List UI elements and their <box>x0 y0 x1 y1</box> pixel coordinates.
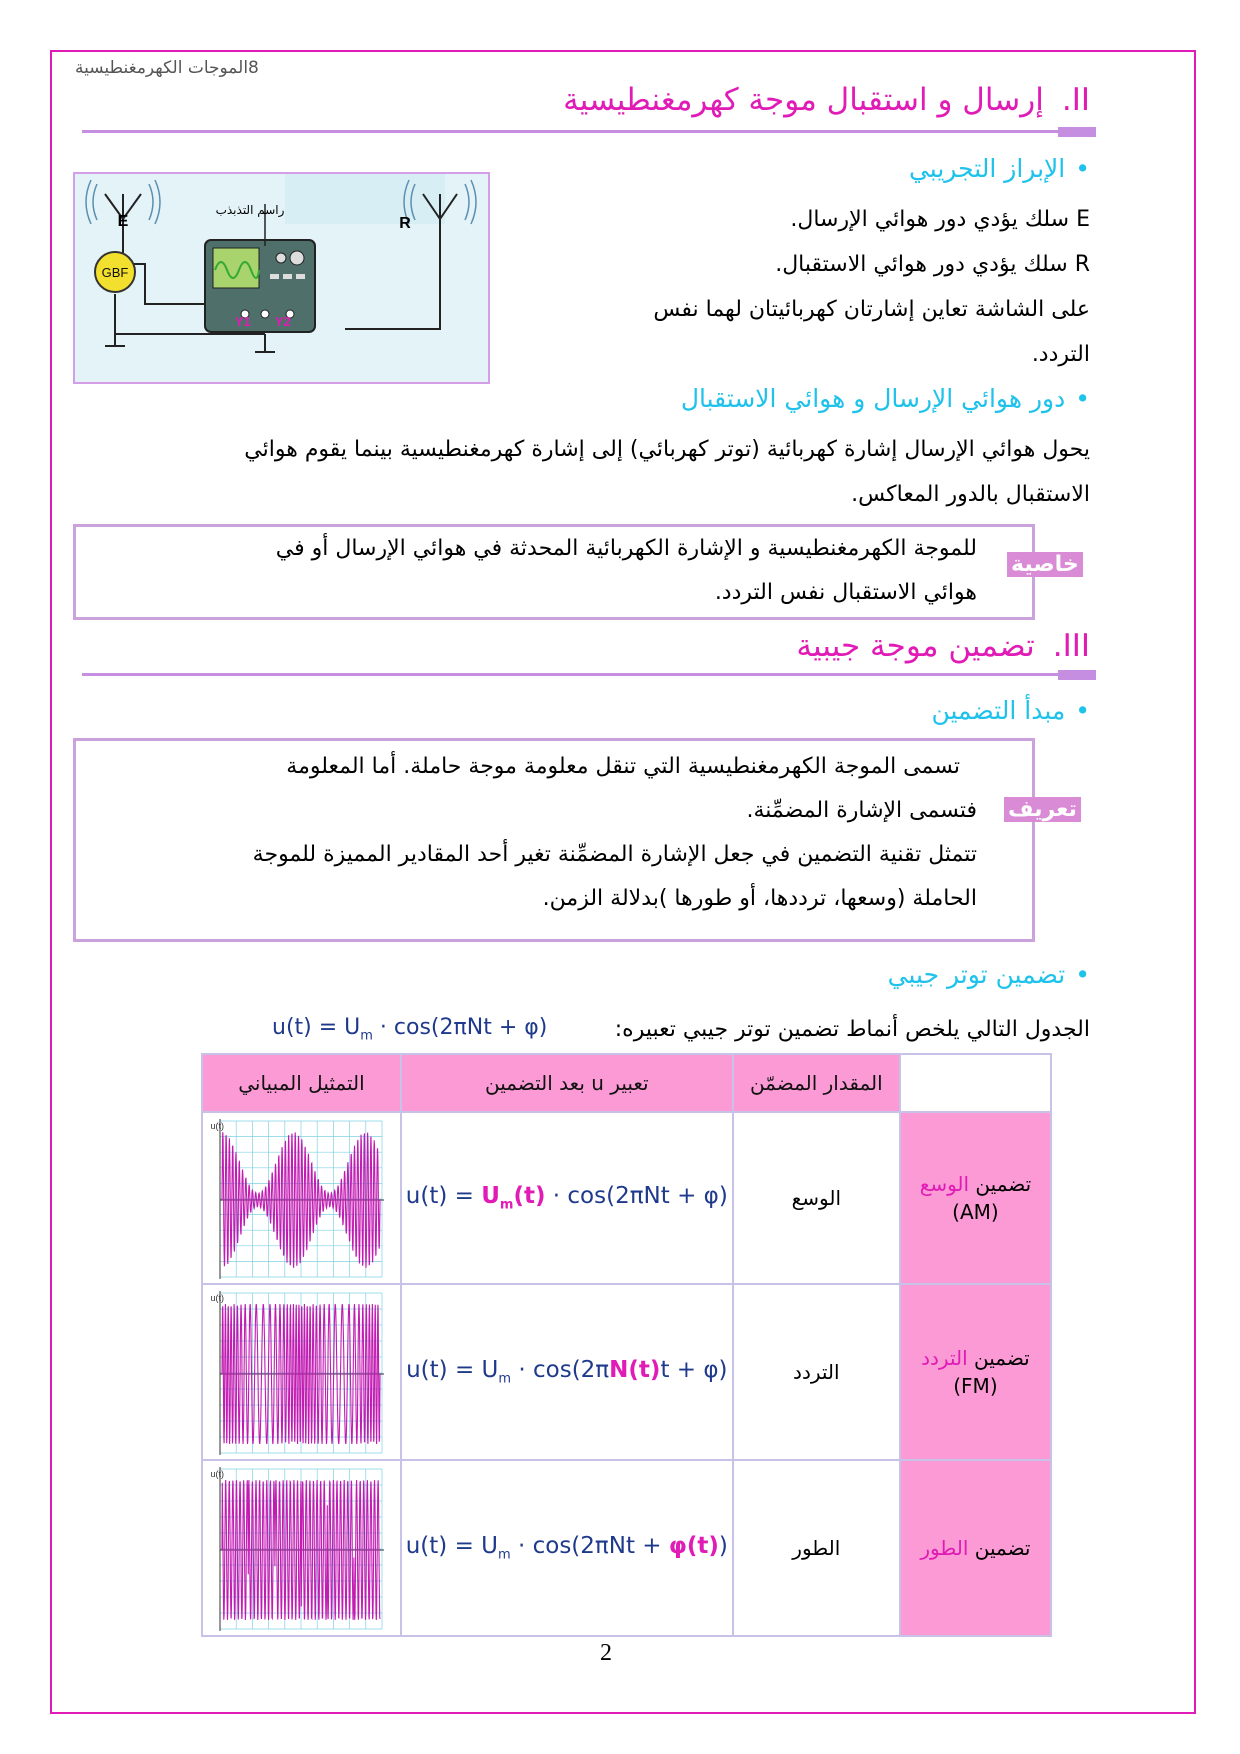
label-e: E <box>117 213 129 230</box>
svg-text:u(t): u(t) <box>210 1293 225 1303</box>
row-am-f1: U <box>481 1183 500 1210</box>
row-fm-formula <box>406 1357 728 1387</box>
definition-line-4: الحاملة (وسعها، ترددها، أو طورها )بدلالة الزمن. <box>542 886 977 911</box>
principle-heading: • مبدأ التضمين <box>931 696 1090 725</box>
demo-line-1: E سلك يؤدي دور هوائي الإرسال. <box>790 207 1090 232</box>
label-oscilloscope: راسم التذبذب <box>215 203 285 217</box>
row-am-f3: (t) <box>513 1183 546 1210</box>
row-fm-label-b: التردد <box>921 1346 968 1370</box>
row-pm-f4: ) <box>718 1533 728 1560</box>
row-fm-label-a: تضمين <box>967 1346 1030 1370</box>
row-fm-f0: u(t) = U <box>406 1357 499 1384</box>
row-am-f4: · cos(2πNt + φ) <box>545 1183 728 1210</box>
page-number: 2 <box>600 1640 612 1666</box>
row-am-graph-cell <box>202 1112 401 1284</box>
page-header: 8الموجات الكهرمغنطيسية <box>75 58 259 78</box>
demo-line-3: على الشاشة تعاين إشارتان كهربائيتان لهما نفس <box>653 297 1090 322</box>
property-line-1: للموجة الكهرمغنطيسية و الإشارة الكهربائية المحدثة في هوائي الإرسال أو في <box>275 536 977 561</box>
row-pm-quantity: الطور <box>733 1460 900 1636</box>
table-row-am <box>202 1112 1051 1284</box>
section-3-title <box>796 628 1090 664</box>
row-fm-graph-cell <box>202 1284 401 1460</box>
definition-box <box>73 738 1035 942</box>
demo-heading: • الإبراز التجريبي <box>909 154 1090 183</box>
definition-line-2: فتسمى الإشارة المضمِّنة. <box>746 798 977 823</box>
table-header-expression: تعبير u بعد التضمين <box>401 1054 733 1112</box>
experiment-drawing <box>75 174 488 382</box>
label-r: R <box>399 215 411 232</box>
base-formula-a: u(t) = U <box>272 1015 361 1040</box>
row-pm-formula-cell <box>401 1460 733 1636</box>
fm-graph <box>212 1287 390 1457</box>
pm-graph <box>212 1463 390 1633</box>
row-fm-f4: t + φ) <box>660 1357 728 1384</box>
row-pm-label-b: الطور <box>920 1536 969 1560</box>
definition-tag: تعريف <box>1004 797 1081 822</box>
row-fm-f3: N(t) <box>609 1357 661 1384</box>
row-fm-quantity: التردد <box>733 1284 900 1460</box>
base-formula-b: · cos(2πNt + φ) <box>372 1015 548 1040</box>
row-pm-f1: m <box>498 1547 511 1563</box>
row-am-label-c: (AM) <box>952 1200 999 1224</box>
gbf-label: GBF <box>101 265 129 280</box>
row-am-formula <box>405 1183 728 1213</box>
row-pm-f0: u(t) = U <box>405 1533 498 1560</box>
sine-mod-heading: • تضمين توتر جيبي <box>888 960 1090 989</box>
table-header-quantity: المقدار المضمّن <box>733 1054 900 1112</box>
sine-mod-intro: الجدول التالي يلخص أنماط تضمين توتر جيبي تعبيره: <box>614 1017 1090 1042</box>
section-2-title <box>563 82 1090 118</box>
antenna-line-2: الاستقبال بالدور المعاكس. <box>851 482 1090 507</box>
property-line-2: هوائي الاستقبال نفس التردد. <box>714 580 977 605</box>
property-tag: خاصية <box>1007 552 1083 577</box>
section-2-text: إرسال و استقبال موجة كهرمغنطيسية <box>563 82 1044 118</box>
row-pm-f2: · cos(2πNt + <box>510 1533 669 1560</box>
base-formula <box>272 1015 547 1043</box>
label-y1: Y1 <box>235 314 251 329</box>
row-pm-label <box>900 1460 1051 1636</box>
row-fm-label <box>900 1284 1051 1460</box>
antenna-line-1: يحول هوائي الإرسال إشارة كهربائية (توتر كهربائي) إلى إشارة كهرمغنطيسية بينما يقوم هوائي <box>244 437 1090 462</box>
experiment-figure <box>73 172 490 384</box>
table-row-fm <box>202 1284 1051 1460</box>
row-fm-label-c: (FM) <box>953 1374 998 1398</box>
property-box <box>73 524 1035 620</box>
section-3-rule <box>82 673 1096 676</box>
definition-line-3: تتمثل تقنية التضمين في جعل الإشارة المضمِّنة تغير أحد المقادير المميزة للموجة <box>252 842 977 867</box>
row-am-label <box>900 1112 1051 1284</box>
modulation-table <box>201 1053 1052 1637</box>
table-row-pm <box>202 1460 1051 1636</box>
row-am-label-a: تضمين <box>969 1172 1032 1196</box>
definition-line-1: تسمى الموجة الكهرمغنطيسية التي تنقل معلومة موجة حاملة. أما المعلومة <box>286 754 960 779</box>
am-graph <box>212 1115 390 1281</box>
row-pm-label-a: تضمين <box>968 1536 1031 1560</box>
row-fm-f1: m <box>498 1371 512 1387</box>
row-am-f2: m <box>499 1197 514 1213</box>
row-fm-formula-cell <box>401 1284 733 1460</box>
row-am-f0: u(t) = <box>405 1183 482 1210</box>
row-pm-formula <box>405 1533 728 1563</box>
row-am-label-b: الوسع <box>919 1172 970 1196</box>
section-2-rule <box>82 130 1096 133</box>
section-2-number: II. <box>1061 82 1090 118</box>
section-3-number: III. <box>1052 628 1090 664</box>
row-am-quantity: الوسع <box>733 1112 900 1284</box>
table-header-empty <box>900 1054 1051 1112</box>
svg-text:u(t): u(t) <box>210 1469 225 1479</box>
base-formula-sub: m <box>360 1028 373 1044</box>
demo-line-2: R سلك يؤدي دور هوائي الاستقبال. <box>775 252 1090 277</box>
svg-text:u(t): u(t) <box>210 1121 225 1131</box>
table-header-graph: التمثيل المبياني <box>202 1054 401 1112</box>
row-pm-graph-cell <box>202 1460 401 1636</box>
label-y2: Y2 <box>275 314 291 329</box>
row-am-formula-cell <box>401 1112 733 1284</box>
row-fm-f2: · cos(2π <box>511 1357 610 1384</box>
antenna-heading: • دور هوائي الإرسال و هوائي الاستقبال <box>681 384 1090 413</box>
demo-line-4: التردد. <box>1031 342 1090 367</box>
section-3-text: تضمين موجة جيبية <box>796 628 1035 664</box>
row-pm-f3: φ(t) <box>668 1533 719 1560</box>
